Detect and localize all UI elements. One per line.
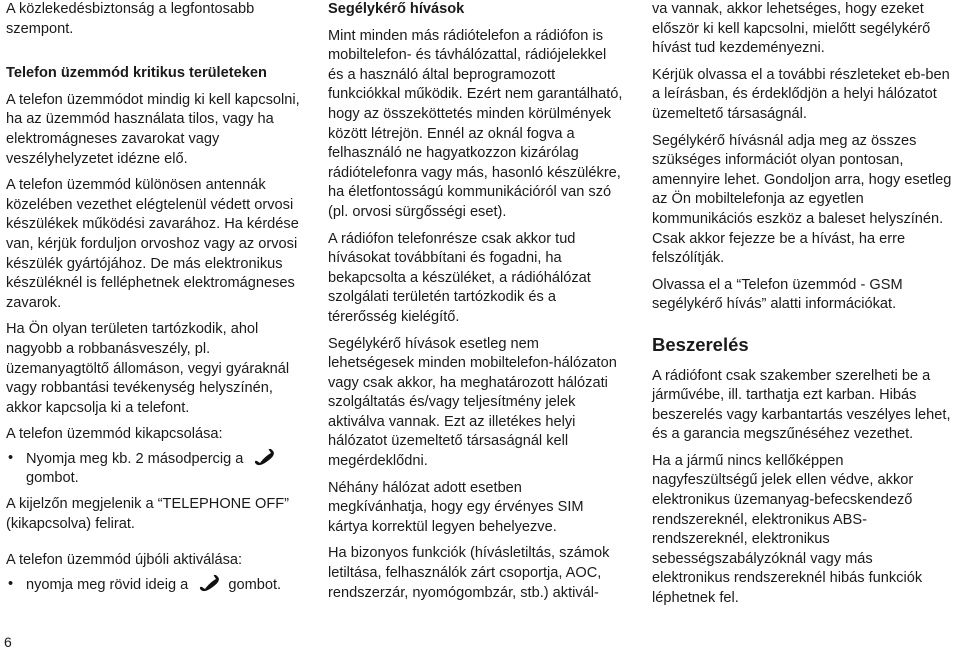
phone-on-title: A telefon üzemmód újbóli aktiválása:	[6, 552, 243, 569]
column-left	[6, 0, 301, 601]
column-middle	[328, 0, 623, 610]
section-heading-critical-areas: Telefon üzemmód kritikus területeken	[6, 65, 267, 82]
paragraph: Ha Ön olyan területen tartózkodik, ahol nagyobb a robbanásveszély, pl. üzemanyagtöltő állomáson, vegyi gyáraknál vagy robbantási tevékenység helyszínén, akkor kapcsolja ki a telefont.	[6, 321, 290, 416]
paragraph: A rádiófont csak szakember szerelheti be a járművébe, ill. tarthatja ezt karban. Hibás beszerelés vagy karbantartás veszélyes lehet, és a garancia megszűnéséhez vezethet.	[652, 367, 951, 443]
step-text: Nyomja meg kb. 2 másodpercig a	[26, 450, 244, 467]
paragraph: Olvassa el a “Telefon üzemmód - GSM segélykérő hívás” alatti információkat.	[652, 276, 903, 313]
paragraph: Ha a jármű nincs kellőképpen nagyfeszültségű jelek ellen védve, akkor elektronikus üzemanyag-befecskendező rendszereknél, elektronikus ABS-rendszereknél, elektronikus sebességszabályzóknál vagy más elektronikus rendszereknél hibás funkciók léphetnek fel.	[652, 452, 923, 607]
paragraph: Néhány hálózat adott esetben megkívánhatja, hogy egy érvényes SIM kártya korrektül legyen behelyezve.	[328, 479, 584, 535]
paragraph: A telefon üzemmódot mindig ki kell kapcsolni, ha az üzemmód használata tilos, vagy ha elektromágneses zavarokat vagy veszélyhelyzetet idézne elő.	[6, 91, 300, 167]
paragraph: Segélykérő hívások esetleg nem lehetségesek minden mobiltelefon-hálózaton vagy csak akkor, ha meghatározott hálózati szolgáltatás és/vagy teljesítmény jelek aktiválva vannak. Ezt az illetékes helyi hálózatot üzemeltető társaságnál kell megérdeklődni.	[328, 335, 617, 470]
paragraph: Kérjük olvassa el a további részleteket eb-ben a leírásban, és érdeklődjön a helyi hálózatot üzemeltető társaságnál.	[652, 66, 950, 122]
page-number: 6	[4, 634, 12, 650]
paragraph: Segélykérő hívásnál adja meg az összes szükséges információt olyan pontosan, amennyire lehet. Gondoljon arra, hogy esetleg az Ön mobiltelefonja az egyetlen kommunikációs eszköz a baleset helyszínén. Csak akkor fejezze be a hívást, ha erre felszólítják.	[652, 132, 952, 267]
column-right	[652, 0, 952, 616]
bullet: •	[8, 449, 14, 466]
phone-on-steps	[6, 575, 301, 596]
display-message: A kijelzőn megjelenik a “TELEPHONE OFF” (kikapcsolva) felirat.	[6, 496, 290, 532]
section-heading-installation: Beszerelés	[652, 333, 749, 355]
section-heading-emergency-calls: Segélykérő hívások	[328, 1, 465, 17]
phone-off-steps	[6, 449, 301, 489]
phone-handset-icon	[198, 575, 224, 593]
step-text: nyomja meg rövid ideig a	[26, 576, 189, 593]
step-text-continued: gombot.	[228, 576, 282, 593]
paragraph: A telefon üzemmód különösen antennák közelében vezethet elégtelenül védett orvosi készülékek működési zavarához. Ha kérdése van, kérjük forduljon orvoshoz vagy az orvosi készülék gyártójához. De más elektronikus készüléknél is felléphetnek elektromágneses zavarok.	[6, 177, 299, 311]
list-item	[6, 575, 301, 596]
paragraph: A rádiófon telefonrésze csak akkor tud hívásokat továbbítani és fogadni, ha bekapcsolta a készüléket, a rádióhálózat szolgálati területén tartózkodik és a térerősség kielégítő.	[328, 230, 591, 325]
phone-handset-icon	[253, 449, 279, 467]
list-item	[6, 449, 301, 489]
intro-text: A közlekedésbiztonság a legfontosabb szempont.	[6, 1, 255, 37]
paragraph: Mint minden más rádiótelefon a rádiófon is mobiltelefon- és távhálózattal, rádiójelekkel és a használó által beprogramozott funkciókkal működik. Ezért nem garantálható, hogy az összeköttetés minden körülmények között létrejön. Ennél az oknál fogva a felhasználó ne hagyatkozzon kizárólag rádiótelefonra vagy más, hasonló készülékre, ha életfontosságú kommunikációról van szó (pl. orvosi sürgősségi eset).	[328, 27, 623, 220]
paragraph: va vannak, akkor lehetséges, hogy ezeket először ki kell kapcsolni, mielőtt segélykérő hívást tud kezdeményezni.	[652, 1, 931, 57]
step-text-continued: gombot.	[26, 470, 79, 487]
bullet: •	[8, 575, 14, 592]
paragraph: Ha bizonyos funkciók (hívásletiltás, számok letiltása, felhasználók zárt csoportja, AOC, rendszerzár, nyomógombzár, stb.) aktivál-	[328, 545, 610, 601]
phone-off-title: A telefon üzemmód kikapcsolása:	[6, 426, 223, 443]
